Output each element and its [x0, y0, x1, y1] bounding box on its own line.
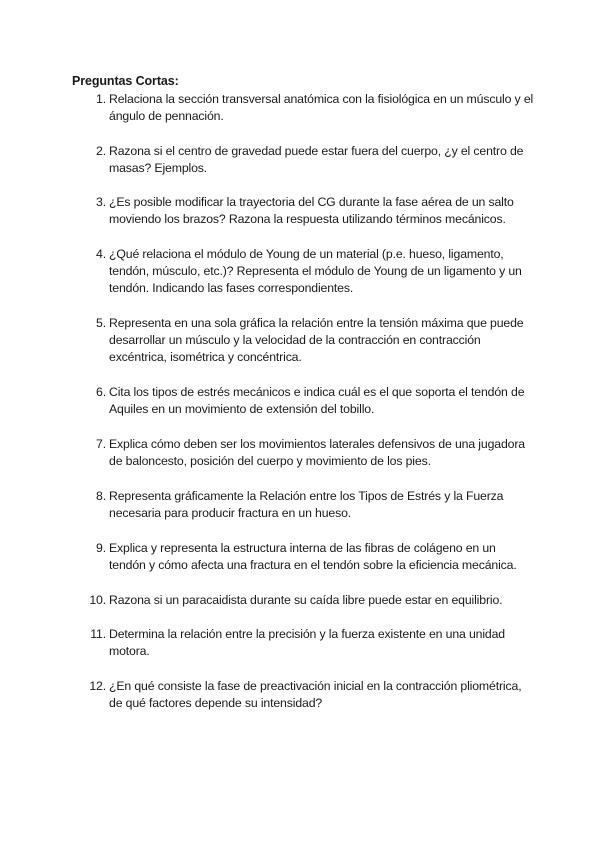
- section-heading: Preguntas Cortas:: [72, 74, 179, 88]
- question-text: Representa en una sola gráfica la relación entre la tensión máxima que puede desarrollar un músculo y la velocidad de la contracción en contracción excéntrica, isométrica y concéntrica.: [109, 316, 524, 365]
- question-number: 4.: [96, 247, 106, 261]
- question-text: Razona si el centro de gravedad puede estar fuera del cuerpo, ¿y el centro de masas? Ejemplos.: [109, 144, 524, 176]
- question-number: 7.: [96, 437, 106, 451]
- question-number: 2.: [96, 144, 106, 158]
- question-text: Cita los tipos de estrés mecánicos e indica cuál es el que soporta el tendón de Aquiles en un movimiento de extensión del tobillo.: [109, 385, 525, 417]
- question-number: 6.: [96, 385, 106, 399]
- question-text: Explica cómo deben ser los movimientos laterales defensivos de una jugadora de baloncesto, posición del cuerpo y movimiento de los pies.: [109, 437, 525, 469]
- question-number: 8.: [96, 489, 106, 503]
- question-text: Representa gráficamente la Relación entre los Tipos de Estrés y la Fuerza necesaria para producir fractura en un hueso.: [109, 489, 504, 521]
- question-number: 9.: [96, 541, 106, 555]
- question-text: ¿Es posible modificar la trayectoria del CG durante la fase aérea de un salto moviendo los brazos? Razona la respuesta utilizando términos mecánicos.: [109, 195, 514, 227]
- question-number: 3.: [96, 195, 106, 209]
- question-text: ¿En qué consiste la fase de preactivación inicial en la contracción pliométrica, de qué factores depende su intensidad?: [109, 679, 522, 711]
- question-number: 1.: [96, 92, 106, 106]
- question-text: Relaciona la sección transversal anatómica con la fisiológica en un músculo y el ángulo de pennación.: [109, 92, 534, 124]
- question-text: Razona si un paracaidista durante su caída libre puede estar en equilibrio.: [109, 593, 503, 607]
- question-number: 11.: [90, 627, 106, 641]
- question-number: 5.: [96, 316, 106, 330]
- question-number: 12.: [89, 679, 106, 693]
- question-text: Explica y representa la estructura interna de las fibras de colágeno en un tendón y cómo afecta una fractura en el tendón sobre la eficiencia mecánica.: [109, 541, 517, 573]
- question-text: Determina la relación entre la precisión y la fuerza existente en una unidad motora.: [109, 627, 506, 659]
- question-number: 10.: [89, 593, 106, 607]
- question-text: ¿Qué relaciona el módulo de Young de un material (p.e. hueso, ligamento, tendón, músculo, etc.)? Representa el módulo de Young de un ligamento y un tendón. Indicando las fases correspondientes.: [109, 247, 522, 296]
